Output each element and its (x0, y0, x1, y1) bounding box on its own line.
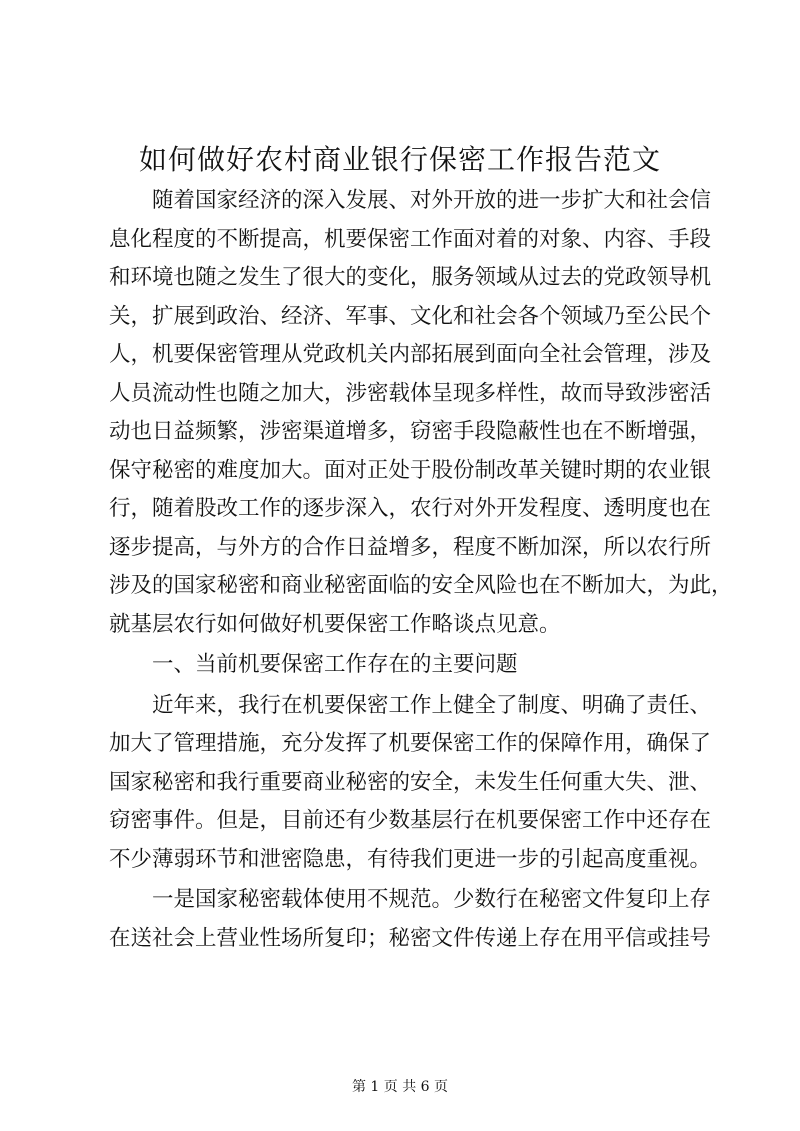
text-line: 随着国家经济的深入发展、对外开放的进一步扩大和社会信 (152, 188, 712, 213)
text-line: 一是国家秘密载体使用不规范。少数行在秘密文件复印上存 (152, 887, 712, 912)
text-line: 涉及的国家秘密和商业秘密面临的安全风险也在不断加大，为此， (109, 573, 733, 598)
text-line: 人，机要保密管理从党政机关内部拓展到面向全社会管理，涉及 (109, 342, 712, 367)
text-line: 逐步提高，与外方的合作日益增多，程度不断加深，所以农行所 (109, 534, 712, 560)
text-line: 加大了管理措施，充分发挥了机要保密工作的保障作用，确保了 (109, 731, 712, 756)
document-title: 如何做好农村商业银行保密工作报告范文 (138, 143, 661, 176)
paragraph-intro (109, 182, 733, 644)
text-line: 动也日益频繁，涉密渠道增多，窃密手段隐蔽性也在不断增强， (109, 419, 712, 444)
page-number-footer: 第 1 页 共 6 页 (351, 1079, 449, 1095)
paragraph-point-one (109, 881, 712, 958)
text-line: 就基层农行如何做好机要保密工作略谈点见意。 (109, 611, 561, 637)
text-line: 近年来，我行在机要保密工作上健全了制度、明确了责任、 (152, 692, 712, 718)
text-line: 一、当前机要保密工作存在的主要问题 (152, 652, 518, 677)
text-line: 息化程度的不断提高，机要保密工作面对着的对象、内容、手段 (109, 226, 712, 252)
paragraph-recent (109, 687, 712, 880)
document-body (109, 182, 733, 960)
text-line: 不少薄弱环节和泄密隐患，有待我们更进一步的引起高度重视。 (109, 846, 712, 872)
text-line: 人员流动性也随之加大，涉密载体呈现多样性，故而导致涉密活 (109, 380, 712, 406)
text-line: 和环境也随之发生了很大的变化，服务领域从过去的党政领导机 (109, 265, 712, 290)
text-line: 行，随着股改工作的逐步深入，农行对外开发程度、透明度也在 (109, 496, 712, 521)
text-line: 在送社会上营业性场所复印；秘密文件传递上存在用平信或挂号 (109, 925, 712, 951)
text-line: 国家秘密和我行重要商业秘密的安全，未发生任何重大失、泄、 (109, 769, 712, 795)
section-heading (109, 646, 709, 685)
text-line: 关，扩展到政治、经济、军事、文化和社会各个领域乃至公民个 (109, 303, 712, 329)
text-line: 窃密事件。但是，目前还有少数基层行在机要保密工作中还存在 (109, 808, 712, 833)
text-line: 保守秘密的难度加大。面对正处于股份制改革关键时期的农业银 (109, 457, 712, 483)
